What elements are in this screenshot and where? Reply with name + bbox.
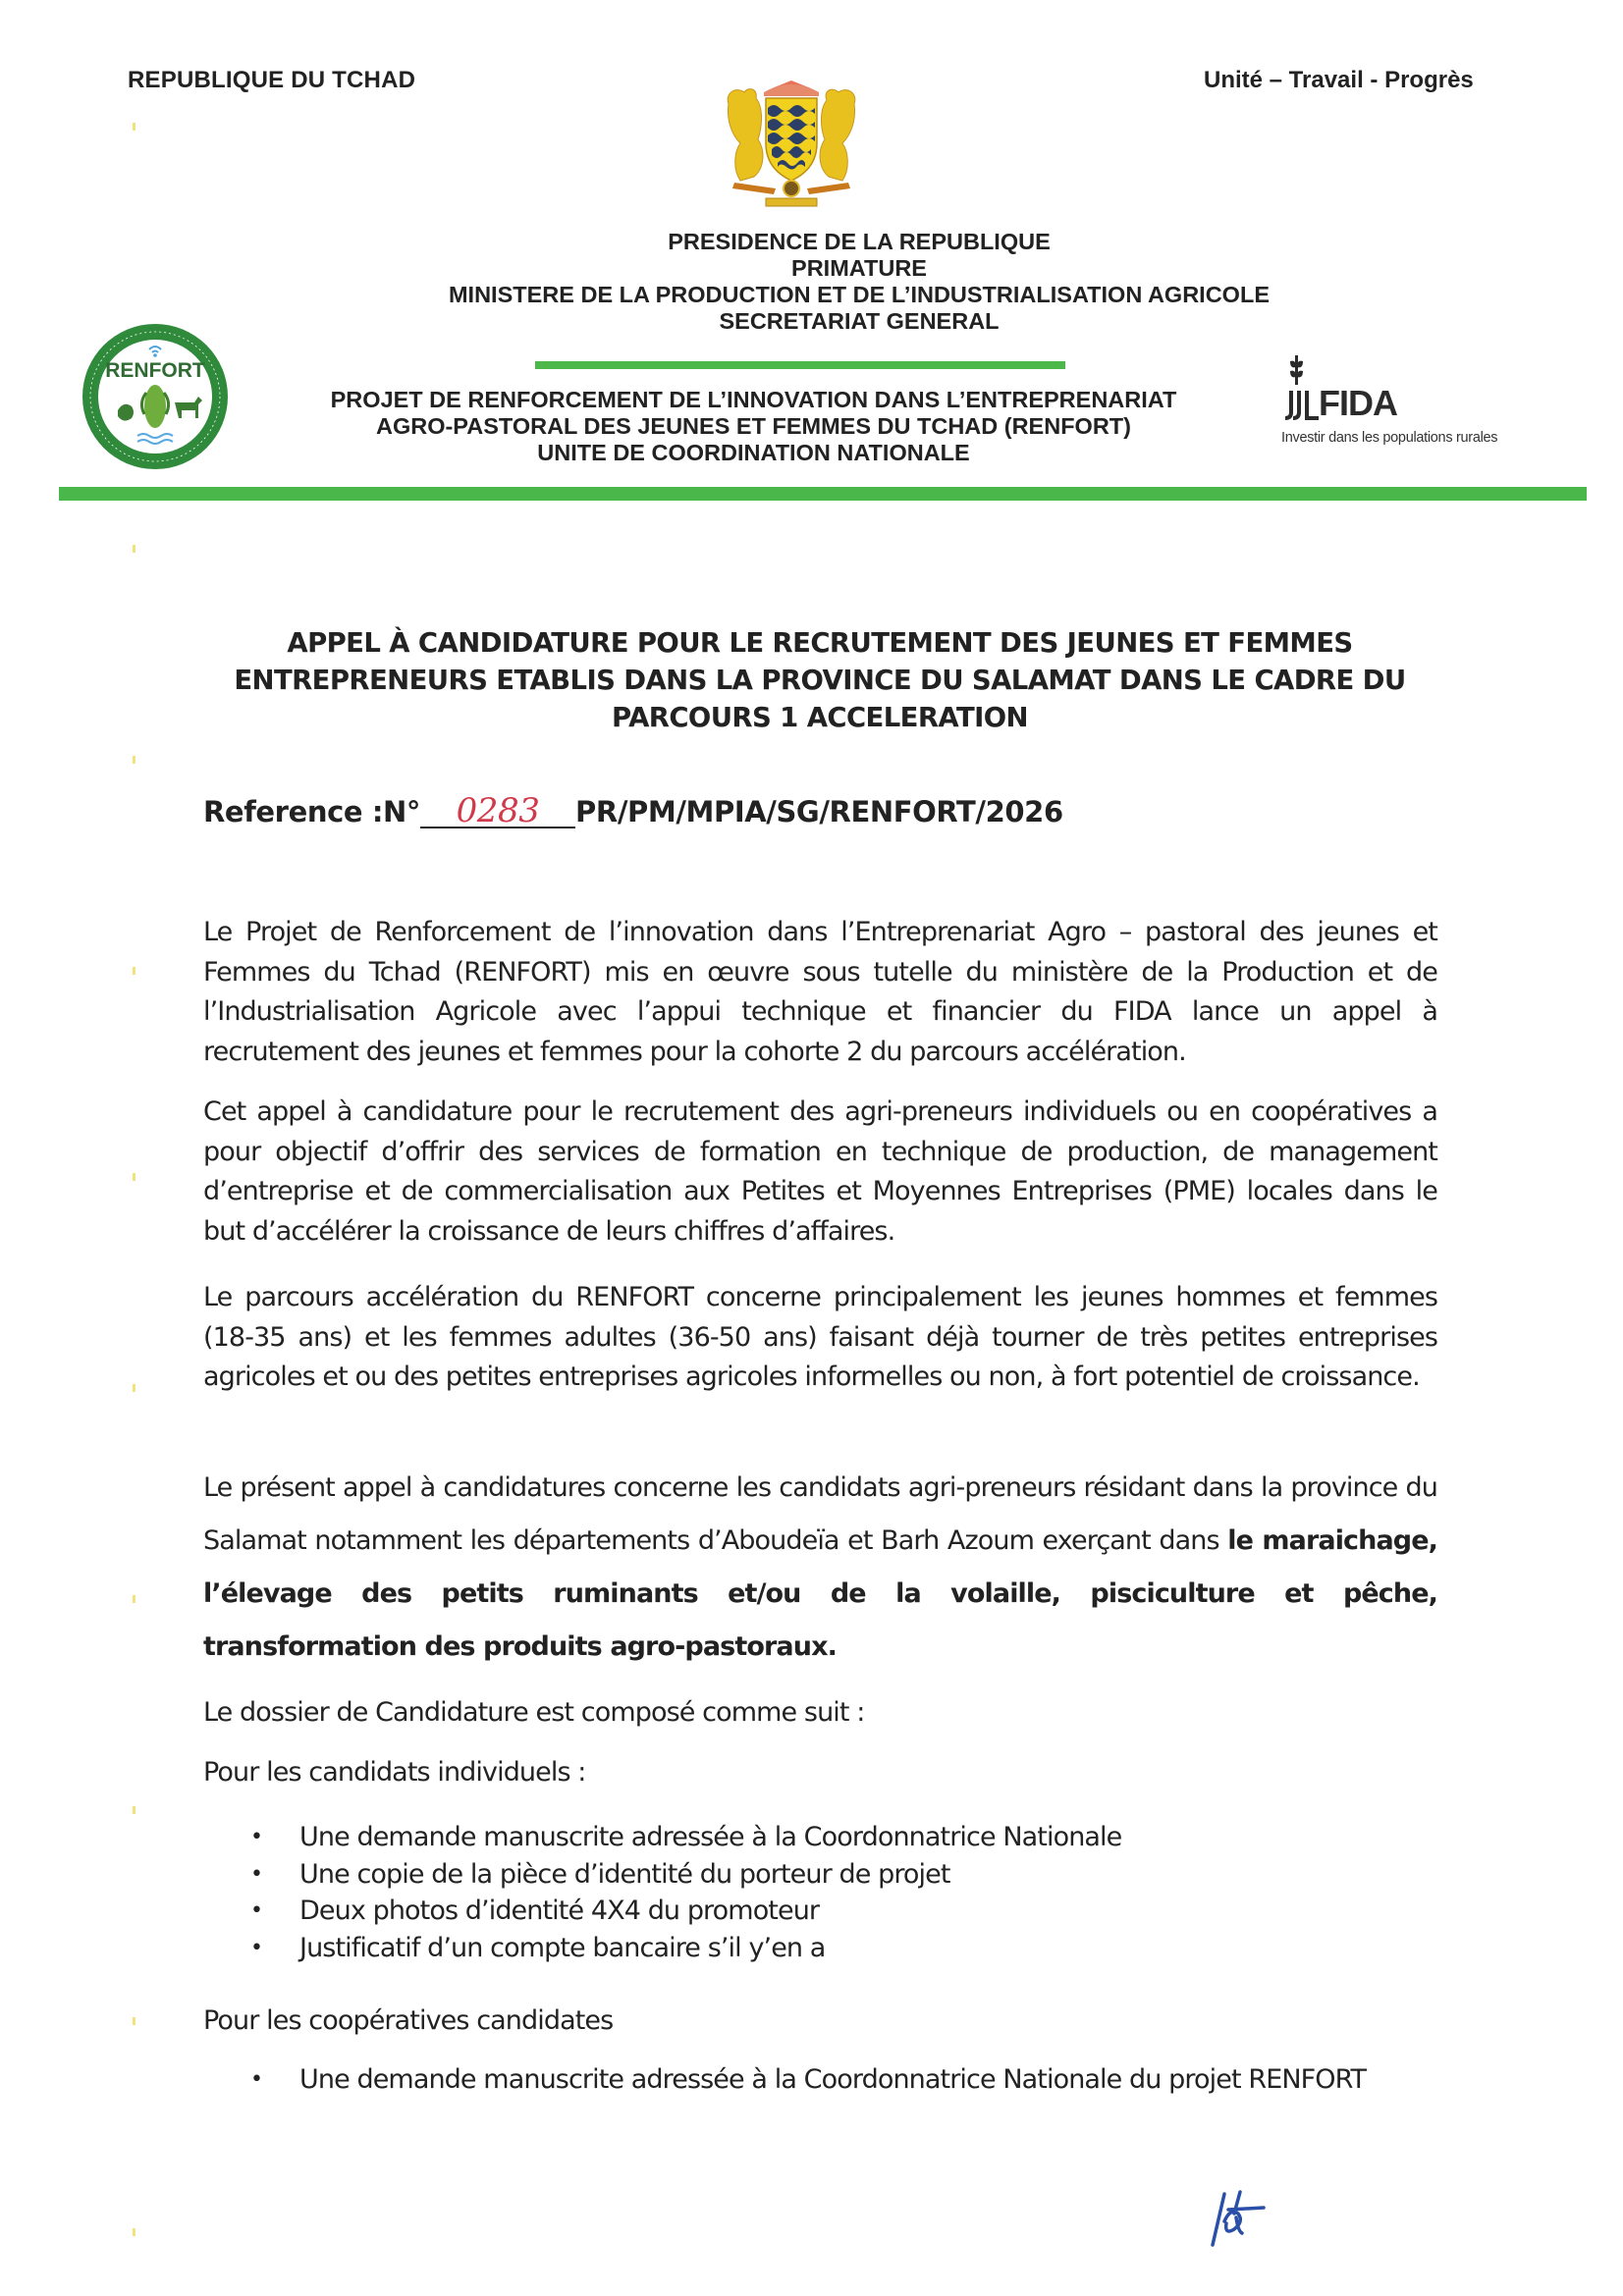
title-line-3: PARCOURS 1 ACCELERATION [612, 702, 1028, 733]
individual-heading: Pour les candidats individuels : [203, 1757, 586, 1788]
scan-speck [133, 123, 135, 131]
fida-tagline: Investir dans les populations rurales [1281, 430, 1498, 446]
fida-logo-icon [1281, 351, 1517, 459]
ministry-line: MINISTERE DE LA PRODUCTION ET DE L’INDUSTRIALISATION AGRICOLE [448, 282, 1270, 307]
scan-speck [133, 2017, 135, 2025]
government-hierarchy [373, 229, 1345, 335]
green-divider-short [535, 361, 1065, 369]
scan-speck [133, 967, 135, 975]
title-line-2: ENTREPRENEURS ETABLIS DANS LA PROVINCE DU SALAMAT DANS LE CADRE DU [234, 665, 1406, 696]
list-item-text: Deux photos d’identité 4X4 du promoteur [299, 1896, 820, 1926]
svg-text:RENFORT: RENFORT [105, 359, 205, 382]
list-item-text: Une copie de la pièce d’identité du porteur de projet [299, 1858, 950, 1890]
project-line-2: AGRO-PASTORAL DES JEUNES ET FEMMES DU TCHAD (RENFORT) [375, 413, 1131, 439]
list-item [250, 1893, 1448, 1930]
scope-sectors-bold: le maraichage, l’élevage des petits ruminants et/ou de la volaille, pisciculture et pêche, transformation des produits agro-pastoraux. [203, 1525, 1437, 1662]
scan-speck [133, 1595, 135, 1603]
project-line-1: PROJET DE RENFORCEMENT DE L’INNOVATION DANS L’ENTREPRENARIAT [330, 387, 1177, 412]
document-title [196, 624, 1443, 736]
country-name: REPUBLIQUE DU TCHAD [128, 67, 416, 93]
scan-speck [133, 1806, 135, 1814]
list-item [250, 1856, 1448, 1894]
cooperative-heading: Pour les coopératives candidates [203, 2005, 614, 2036]
list-item [250, 1930, 1448, 1967]
list-item-text: Justificatif d’un compte bancaire s’il y’en a [299, 1932, 826, 1963]
renfort-logo-icon [79, 320, 232, 473]
secretariat-line: SECRETARIAT GENERAL [719, 308, 1000, 334]
title-line-1: APPEL À CANDIDATURE POUR LE RECRUTEMENT DES JEUNES ET FEMMES [287, 627, 1353, 659]
bullet-icon: • [250, 1861, 263, 1887]
green-divider-full [59, 487, 1587, 501]
project-line-3: UNITE DE COORDINATION NATIONALE [537, 440, 970, 465]
cooperative-requirements-list [250, 2061, 1448, 2099]
signature-initials-icon [1203, 2174, 1271, 2253]
individual-requirements-list [250, 1819, 1448, 1966]
list-item [250, 1819, 1448, 1856]
bullet-icon: • [250, 1935, 263, 1960]
presidency-line: PRESIDENCE DE LA REPUBLIQUE [668, 229, 1051, 254]
paragraph-scope [203, 1462, 1437, 1674]
scan-speck [133, 756, 135, 764]
paragraph-objective: Cet appel à candidature pour le recrutement des agri-preneurs individuels ou en coopératives a pour objectif d’offrir des services de formation en technique de production, de management d’entreprise et de commercialisation aux Petites et Moyennes Entreprises (PME) locales dans le but d’accélérer la croissance de leurs chiffres d’affaires. [203, 1096, 1437, 1247]
scan-speck [133, 1384, 135, 1392]
scan-speck [133, 545, 135, 553]
primature-line: PRIMATURE [791, 255, 927, 281]
paragraph-intro: Le Projet de Renforcement de l’innovation dans l’Entreprenariat Agro – pastoral des jeunes et Femmes du Tchad (RENFORT) mis en œuvre sous tutelle du ministère de la Production et de l’Industrialisation Agricole avec l’appui technique et financier du FIDA lance un appel à recrutement des jeunes et femmes pour la cohorte 2 du parcours accélération. [203, 917, 1437, 1067]
national-motto: Unité – Travail - Progrès [1204, 67, 1474, 93]
reference-line [203, 791, 1063, 830]
scan-speck [133, 2228, 135, 2236]
scope-text: Le présent appel à candidatures concerne les candidats agri-preneurs résidant dans la province du Salamat notamment les départements d’Aboudeïa et Barh Azoum exerçant dans [203, 1472, 1437, 1556]
bullet-icon: • [250, 1898, 263, 1923]
bullet-icon: • [250, 1825, 263, 1849]
fida-wordmark: FIDA [1319, 383, 1397, 423]
reference-number-handwritten: 0283 [420, 797, 575, 828]
project-name [295, 387, 1213, 466]
reference-label: Reference :N° [203, 795, 421, 828]
list-item-text: Une demande manuscrite adressée à la Coordonnatrice Nationale [299, 1822, 1122, 1852]
scan-speck [133, 1173, 135, 1181]
reference-suffix: PR/PM/MPIA/SG/RENFORT/2026 [575, 795, 1063, 828]
bullet-icon: • [250, 2067, 263, 2092]
list-item [250, 2061, 1448, 2099]
chad-coat-of-arms-icon [715, 79, 868, 208]
dossier-intro: Le dossier de Candidature est composé comme suit : [203, 1697, 865, 1728]
list-item-text: Une demande manuscrite adressée à la Coordonnatrice Nationale du projet RENFORT [299, 2064, 1367, 2095]
paragraph-target-audience: Le parcours accélération du RENFORT concerne principalement les jeunes hommes et femmes (18-35 ans) et les femmes adultes (36-50 ans) faisant déjà tourner de très petites entreprises agricoles et ou des petites entreprises agricoles informelles ou non, à fort potentiel de croissance. [203, 1282, 1437, 1392]
